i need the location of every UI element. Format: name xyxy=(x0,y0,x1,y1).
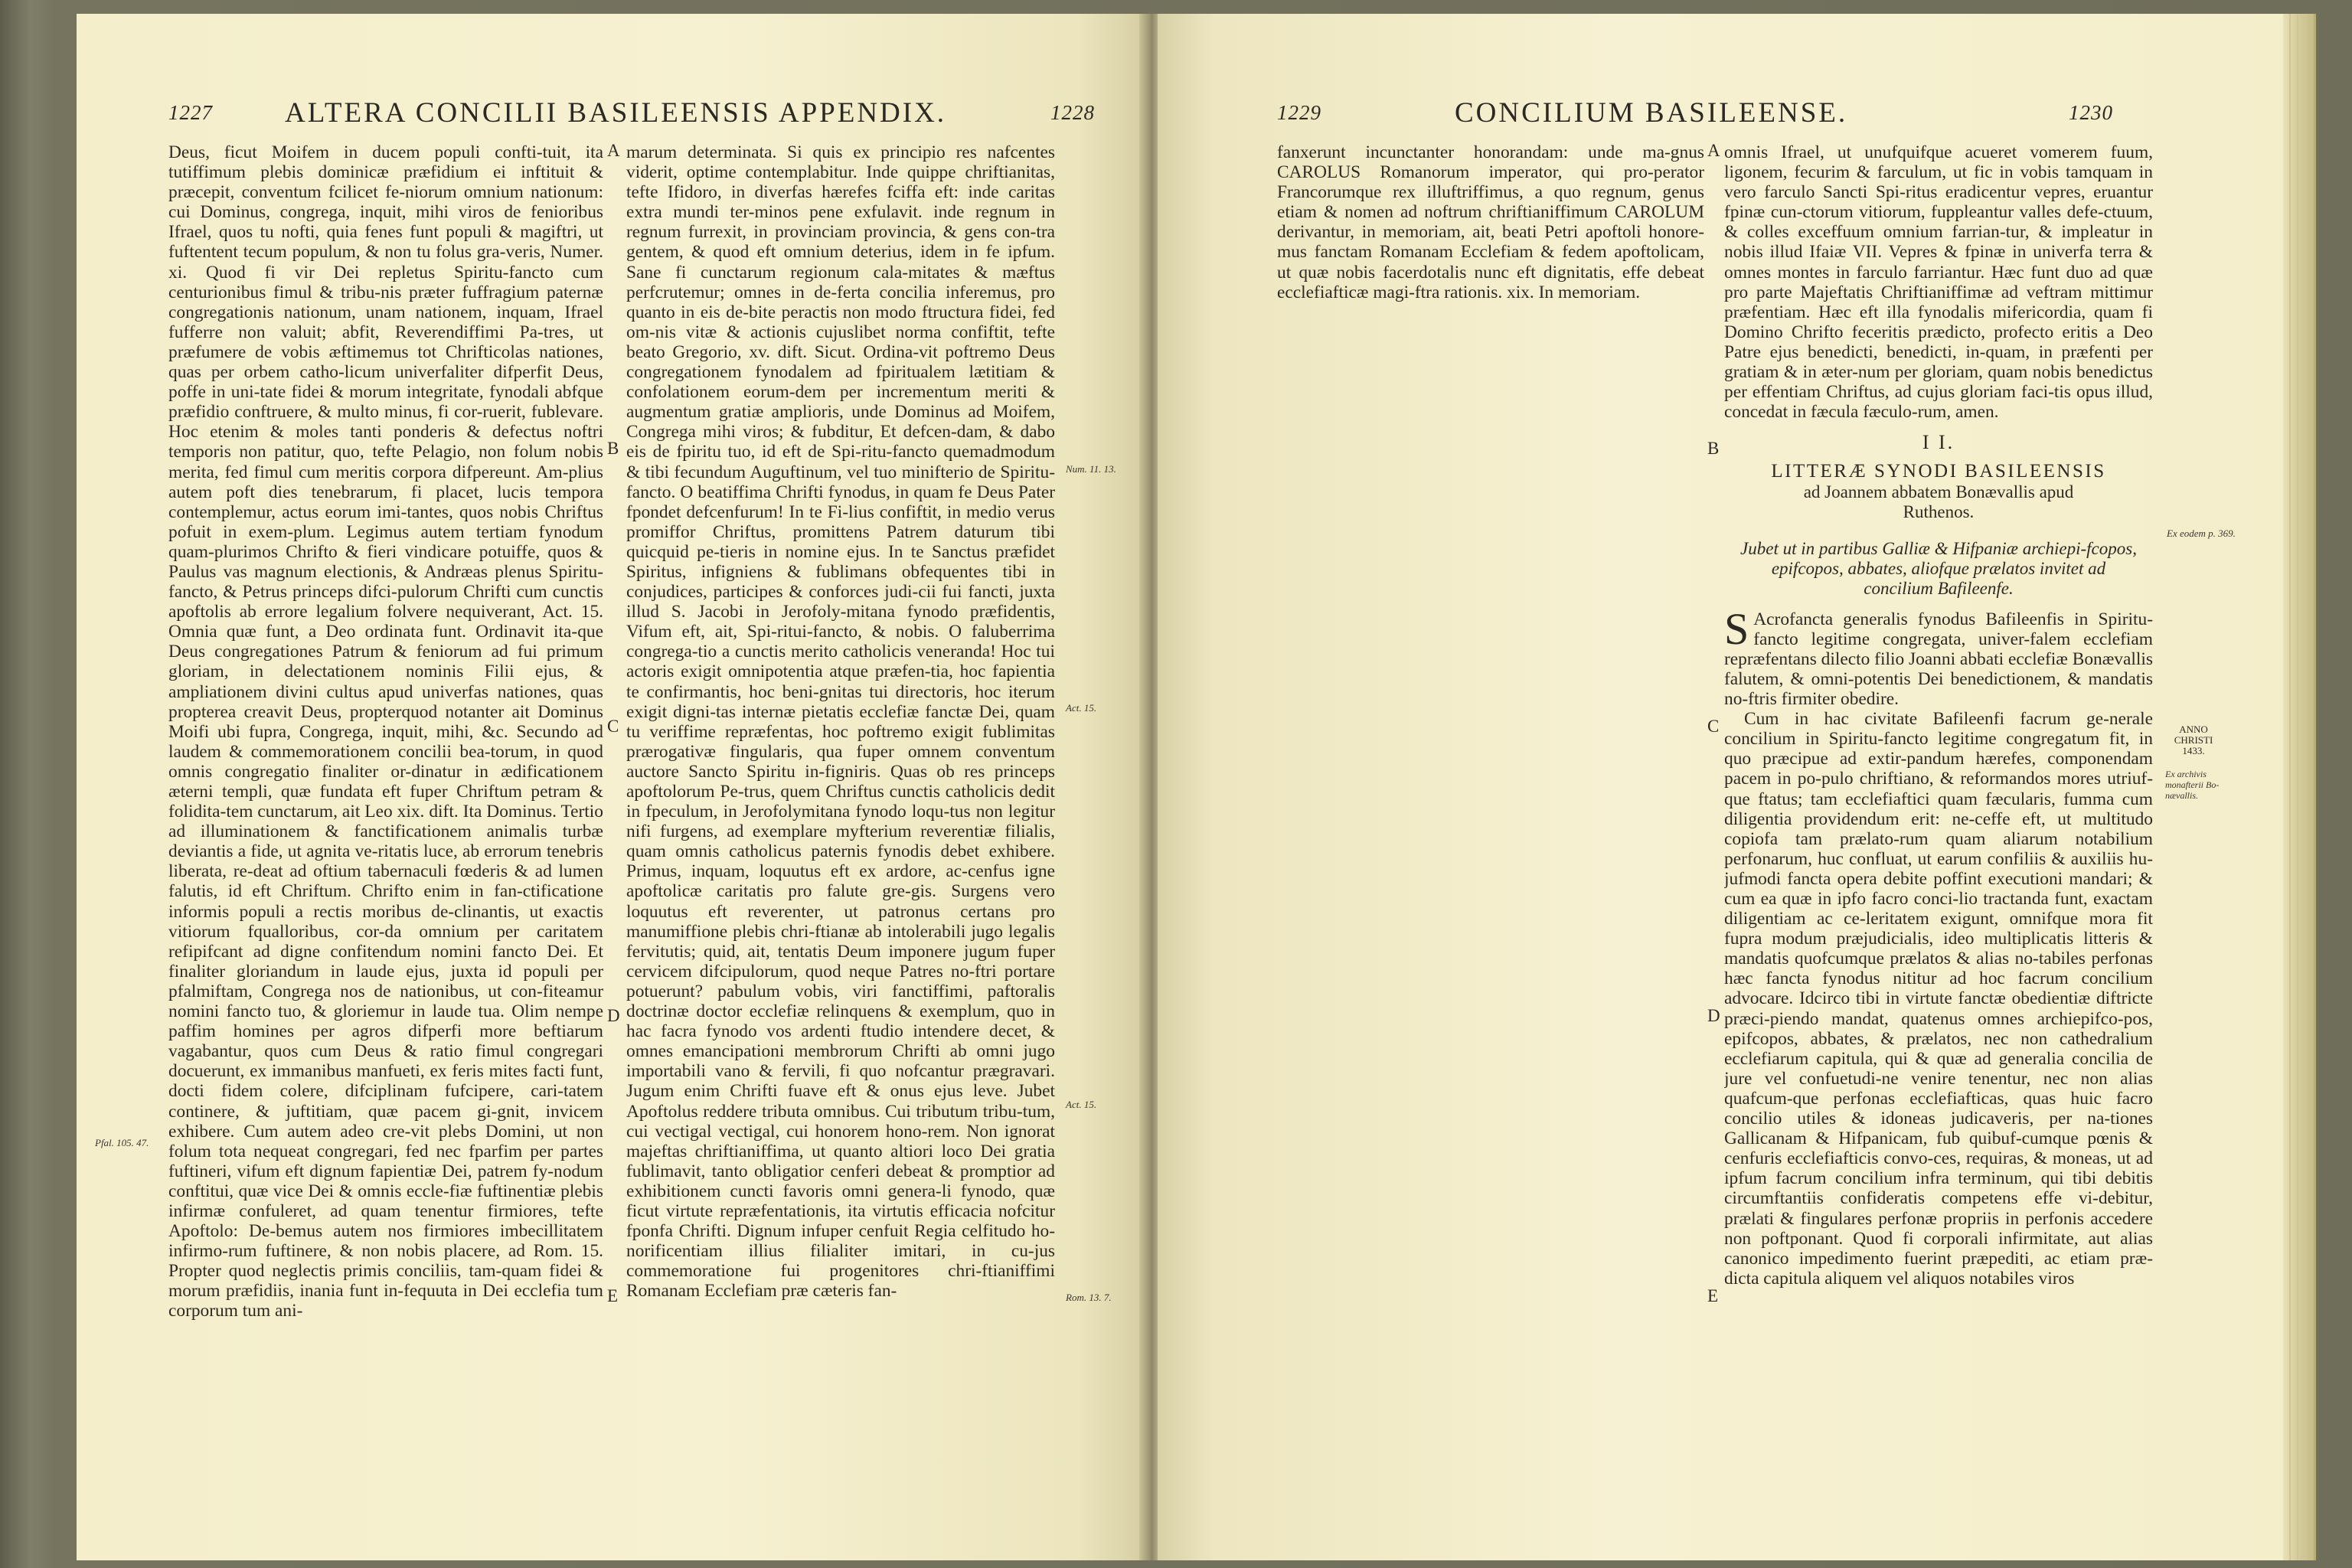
margin-note: Num. 11. 13. xyxy=(1066,463,1116,475)
section-title: LITTERÆ SYNODI BASILEENSIS xyxy=(1771,461,2106,482)
drop-cap: S xyxy=(1724,603,1749,654)
section-subtitle: ad Joannem abbatem Bonævallis apud xyxy=(1803,482,2074,501)
paragraph: marum determinata. Si quis ex principio res nafcentes viderit, optime contemplabitur. Inde quippe chriftianitas, tefte Ifidoro, in diverfas hærefes fciffa eft: inde caritas extra mundi ter-minos pene exfulavit. inde regnum in regnum furrexit, in provinciam provincia, & gens con-tra gentem, & quod eft omnium deterius, idem in fe ipfum. Sane fi cunctarum regionum cala-mitates & mæftus perfcrutemur; omnes in de-ferta concilia inferemus, pro quanto in eis de-bite peractis non modo ftructura fidei, fed om-nis vitæ & actionis cujuslibet norma confiftit, tefte beato Gregorio, xv. dift. Sicut. Ordina-vit poftremo Deus congregationem fynodalem ad fpiritualem lætitiam & confolationem eorum-dem per incrementum meriti & augmentum gratiæ amplioris, unde Dominus ad Moifem, Congrega mihi viros; & fubditur, Et defcen-dam, & dabo eis de fpiritu tuo, id eft de Spi-ritu-fancto quemadmodum & tibi fecundum Auguftinum, vel tuo minifterio de Spiritu-fancto. O beatiffima Chrifti fynodus, in quam fe Deus Pater fpondet defcenfurum! In te Fi-lius confiftit, in medio verus promiffor Chriftus, promittens Patrem daturum tibi quicquid pe-tieris in nomine ejus. In te Sanctus præfidet Spiritus, infigniens & fublimans obfequentes tibi in conjudices, participes & conforces judi-cii fui fancti, juxta illud S. Jacobi in Jerofoly-mitana fynodo præfidentis, Vifum eft, ait, Spi-ritui-fancto, & nobis. O faluberrima congrega-tio a cunctis merito catholicis veneranda! Hoc tui actoris exigit omnipotentia atque præfen-tia, hoc fapientia te confirmantis, hoc beni-gnitas tui directoris, hoc iterum exigit digni-tas internæ pietatis ecclefiæ fanctæ Dei, quam tu veriffime repræfentas, hoc poftremo exigit fublimitas prærogativæ fingularis, qua fuper omnem conventum auctore Sancto Spiritu in-figniris. Quas ob res princeps apoftolorum Pe-trus, quem Chriftus cunctis catholicis dedit in fpeculum, in Jerofolymitana fynodo loqu-tus non legitur nifi furgens, ad exemplare myfterium reverentiæ filialis, quam omnis catholicus paternis fynodis debet exhibere. Primus, inquam, loquutus eft ex ardore, ac-cenfus igne apoftolicæ caritatis pro falute gre-gis. Surgens vero loquutus eft reverenter, ut patronus certans pro manumiffione plebis chri-ftianæ ab intolerabili jugo legalis fervitutis; quid, ait, tentatis Deum imponere jugum fuper cervicem difcipulorum, quod neque Patres no-ftri portare potuerunt? pabulum vobis, viri fanctiffimi, paftoralis doctrinæ doctor ecclefiæ relinquens & exemplum, quo in hac facra fynodo vos ardenti ftudio intendere decet, & omnes emancipationi membrorum Chrifti ab omni jugo importabili vano & fervili, fi quo nofcantur prægravari. Jugum enim Chrifti fuave eft & onus ejus leve. Jubet Apoftolus reddere tributa omnibus. Cui tributum tribu-tum, cui vectigal vectigal, cui honorem hono-rem. Non ignorat majeftas chriftianiffima, ut quanto altiori loco Dei gratia fublimavit, tanto obligatior cenferi debeat & promptior ad exhibitionem cuncti favoris omni genera-li fynodo, quæ ficut virtute repræfentationis, ita virtutis efficacia nofcitur fponfa Chrifti. Dignum infuper cenfuit Regia celfitudo ho-norificentiam illius filialiter imitari, in cu-jus commemoratione fui progenitores chri-ftianiffimi Romanam Ecclefiam præ cæteris fan- xyxy=(626,142,1055,1302)
margin-note: Act. 15. xyxy=(1066,1099,1097,1110)
page-fore-edge xyxy=(2283,14,2316,1560)
page-number-1228: 1228 xyxy=(1050,101,1095,124)
margin-note: Rom. 13. 7. xyxy=(1066,1292,1112,1303)
paragraph: omnis Ifrael, ut unufquifque acueret vomerem fuum, ligonem, fecurim & farculum, ut fic in vobis tamquam in vero farculo Sancti Spi-ritus eradicentur vepres, eruantur fpinæ cun-ctorum vitiorum, fuppleantur valles defe-ctuum, & colles exceffuum omnium farrian-tur, & impleatur in nobis illud Ifaiæ VII. Vepres & fpinæ in univerfa terra & omnes montes in farculo farriantur. Hæc funt duo ad quæ pro parte Majeftatis Chriftianiffimæ ad veftram mittimur præfentiam. Hæc eft illa fynodalis mifericordia, quam fi Domino Chrifto feceritis prædicto, profecto eritis a Deo Patre ejus benedicti, benedicti, in-quam, in præfenti per gratiam & in æter-num per gloriam, quam nobis benedictus per effentiam Chriftus, ad cujus gloriam faci-tis opus illud, concedat in fæcula fæculo-rum, amen. xyxy=(1724,142,2153,423)
margin-note: Act. 15. xyxy=(1066,702,1097,714)
section-letter-b: B xyxy=(607,439,619,458)
section-letter-c: C xyxy=(607,717,619,736)
section-letter-d: D xyxy=(607,1006,620,1025)
section-letter-c: C xyxy=(1707,717,1720,736)
anno-christi-note: ANNO CHRISTI 1433. xyxy=(2174,724,2213,756)
page-number-1227: 1227 xyxy=(168,101,213,124)
section-summary: Jubet ut in partibus Galliæ & Hifpaniæ archiepi-fcopos, epifcopos, abbates, aliofque prælatos invitet ad concilium Bafileenfe. xyxy=(1740,538,2137,598)
page-number-1229: 1229 xyxy=(1277,101,1321,124)
letter-opening xyxy=(1724,603,2153,710)
section-letter-a: A xyxy=(607,141,620,160)
section-letter-d: D xyxy=(1707,1006,1720,1025)
letter-opening-text: Acrofancta generalis fynodus Bafileenfis in Spiritu-fancto legitime congregata, univer-falem ecclefiam repræfentans dilecto filio Joanni abbati ecclefiæ Bonævallis falutem, & omni-potentis Dei benedictionem, & mandatis no-ftris firmiter obedire. xyxy=(1724,609,2153,710)
paragraph: fanxerunt incunctanter honorandam: unde ma-gnus CAROLUS Romanorum imperator, qui pro-perator Francorumque rex illuftriffimus, a quo regnum, genus etiam & nomen ad noftrum chriftianiffimum CAROLUM derivantur, in memoriam, ait, beati Petri apoftoli honore-mus fanctam Romanam Ecclefiam & fedem apoftolicam, ut quæ nobis facerdotalis nunc eft dignitatis, effe debeat ecclefiafticæ magi-ftra rationis. xix. In memoriam. xyxy=(1277,142,1704,302)
section-heading xyxy=(1724,433,2153,521)
right-column-b xyxy=(1724,142,2153,1536)
section-letter-e: E xyxy=(1707,1286,1719,1305)
right-page xyxy=(1158,14,2283,1560)
page-number-1230: 1230 xyxy=(2069,101,2113,124)
margin-note: Pfal. 105. 47. xyxy=(95,1137,149,1148)
margin-source-note: Ex eodem p. 369. xyxy=(2167,528,2236,539)
paragraph: Deus, ficut Moifem in ducem populi confti-tuit, ita tutiffimum plebis dominicæ præfidium ei inftituit & præcepit, conventum fcilicet fe-niorum omnium nationum: cui Dominus, congrega, inquit, mihi viros de fenioribus Ifrael, quos tu nofti, quia fenes funt populi & magiftri, ut fuftentent tecum populum, & non tu folus gra-veris, Numer. xi. Quod fi vir Dei repletus Spiritu-fancto cum centurionibus fimul & tribu-nis præter fuffragium paternæ congregationis nationum, unam nationem, inquam, Ifrael fufferre non valuit; abfit, Reverendiffimi Pa-tres, ut præfumere de vobis æftimemus tot Chrifticolas nationes, quas per orbem catho-licum univerfaliter difperfit Deus, poffe in uni-tate fidei & morum integritate, fynodali abfque præfidio conftruere, & multo minus, fi cor-ruerit, fublevare. Hoc etenim & moles tanti ponderis & defectus noftri temporis non patitur, quo, tefte Pelagio, non folum nobis merita, fed fimul cum meritis corpora difpereunt. Am-plius autem poft dies tenebrarum, fi placet, lucis tempora contemplemur, actus eorum imi-tantes, quos nobis Chriftus pofuit in exem-plum. Legimus autem tertiam fynodum quam-plurimos Chrifto & fieri vindicare potuiffe, quos & Paulus vas magnum electionis, & Andræas plenus Spiritu-fancto, & Petrus princeps difci-pulorum Chrifti cum cunctis apoftolis ab errore legalium folvere nequiverant, Act. 15. Omnia quæ funt, a Deo ordinata funt. Ordinavit ita-que Deus congregationes Patrum & feniorum ad fui primum gloriam, in delectationem nominis Filii ejus, & ampliationem divini cultus apud univerfas nationes, quas propterea creavit Deus, propterquod notanter ait Dominus Moifi ubi fupra, Congrega, inquit, mihi, &c. Secundo ad laudem & commemorationem concilii bea-torum, in quod omnis congregatio finaliter or-dinatur in ædificationem æterni templi, quæ fundata eft fuper Chriftum petram & folidita-tem cunctarum, ait Leo xix. dift. Ita Dominus. Tertio ad illuminationem & fanctificationem animalis turbæ deviantis a fide, ut agnita ve-ritatis luce, ab errorum tenebris liberata, re-deat ad oftium tabernaculi fœderis & ad lumen falutis, id eft Chriftum. Chrifto enim in fan-ctificatione informis populi a rectis moribus de-clinantis, ut exactis vitiorum fqualloribus, cor-da omnium per caritatem refipifcant ad digne confitendum nomini fancto Dei. Et finaliter gloriandum in laude ejus, juxta id populi per pfalmiftam, Congrega nos de nationibus, ut con-fiteamur nomini fancto tuo, & gloriemur in laude tua. Olim nempe paffim homines per agros difperfi more beftiarum vagabantur, quos cum Deus & ratio fimul congregari docuerunt, ex immanibus manfueti, ex feris mites facti funt, docti fidem colere, difciplinam fufcipere, cari-tatem continere, & juftitiam, quæ pacem gi-gnit, invicem exhibere. Cum autem adeo cre-vit plebs Domini, ut non folum tota nequeat congregari, fed nec fparfim per partes fuftineri, vifum eft dignum fapientiæ Dei, patrem fy-nodum conftitui, quæ vice Dei & omnis eccle-fiæ fuftinentiæ plebis infirmæ confuleret, ad quam tenentur firmiores, tefte Apoftolo: De-bemus autem nos firmiores imbecillitatem infirmo-rum fuftinere, & non nobis placere, ad Rom. 15. Propter quod neglectis primis conciliis, tam-quam fidei & morum præfidiis, inania funt in-fequuta in Dei ecclefia tum corporum tum ani- xyxy=(168,142,603,1321)
right-page-header xyxy=(1158,96,2283,142)
running-head-left: ALTERA CONCILII BASILEENSIS APPENDIX. xyxy=(285,97,947,129)
running-head-right: CONCILIUM BASILEENSE. xyxy=(1455,97,1848,129)
section-number: I I. xyxy=(1922,431,1955,454)
section-letter-b: B xyxy=(1707,439,1720,458)
right-column-a xyxy=(1277,142,1704,1536)
left-column-a xyxy=(168,142,603,1536)
paragraph: Cum in hac civitate Bafileenfi facrum ge-nerale concilium in Spiritu-fancto legitime congregatum fit, in quo præcipue ad extir-pandum hærefes, componendam pacem in po-pulo chriftiano, & reformandos mores utriuf-que ftatus; tam ecclefiaftici quam fæcularis, fumma cum diligentia providendum erit: ne-ceffe eft, ut multitudo copiofa tam prælato-rum quam aliarum notabilium perfonarum, huc confluat, ut earum confiliis & auxiliis hu-jufmodi fancta opera debite poffint executioni mandari; & cum ea quæ in ipfo facro conci-lio tractanda funt, exactam diligentiam ac ce-leritatem exigunt, omnifque mora fit fupra modum præjudicialis, ideo multiplicatis litteris & mandatis quofcumque prælatos & alias no-tabiles perfonas hæc fancta fynodus nititur ad hoc facrum concilium advocare. Idcirco tibi in virtute fanctæ obedientiæ diftricte præci-piendo mandat, quatenus omnes archiepifco-pos, epifcopos, abbates, & prælatos, nec non cathedralium ecclefiarum capitula, qui & quæ ad generalia concilia de jure vel confuetudi-ne venire tenentur, nec non alias quafcum-que perfonas ecclefiafticas, quas huic facro concilio utiles & idoneas judicaveris, per na-tiones Gallicanam & Hifpanicam, fub quibuf-cumque pœnis & cenfuris ecclefiafticis convo-ces, requiras, & moneas, ut ad ipfum facrum concilium infra terminum, qui tibi debitis circumftantiis confideratis competens effe vi-debitur, prælati & fingulares perfonæ propriis in perfonis accedere non poftponant. Quod fi corporali infirmitate, aut alias canonico impedimento fuerint præpediti, ac etiam præ-dicta capitula aliquem vel aliquos notabiles viros xyxy=(1724,709,2153,1289)
left-page xyxy=(77,14,1142,1560)
section-subtitle: Ruthenos. xyxy=(1903,501,1975,521)
left-column-b xyxy=(626,142,1055,1536)
left-page-header xyxy=(77,96,1142,142)
section-letter-e: E xyxy=(607,1286,619,1305)
archive-note: Ex archivis monafterii Bo-nævallis. xyxy=(2165,769,2220,801)
section-letter-a: A xyxy=(1707,141,1720,160)
